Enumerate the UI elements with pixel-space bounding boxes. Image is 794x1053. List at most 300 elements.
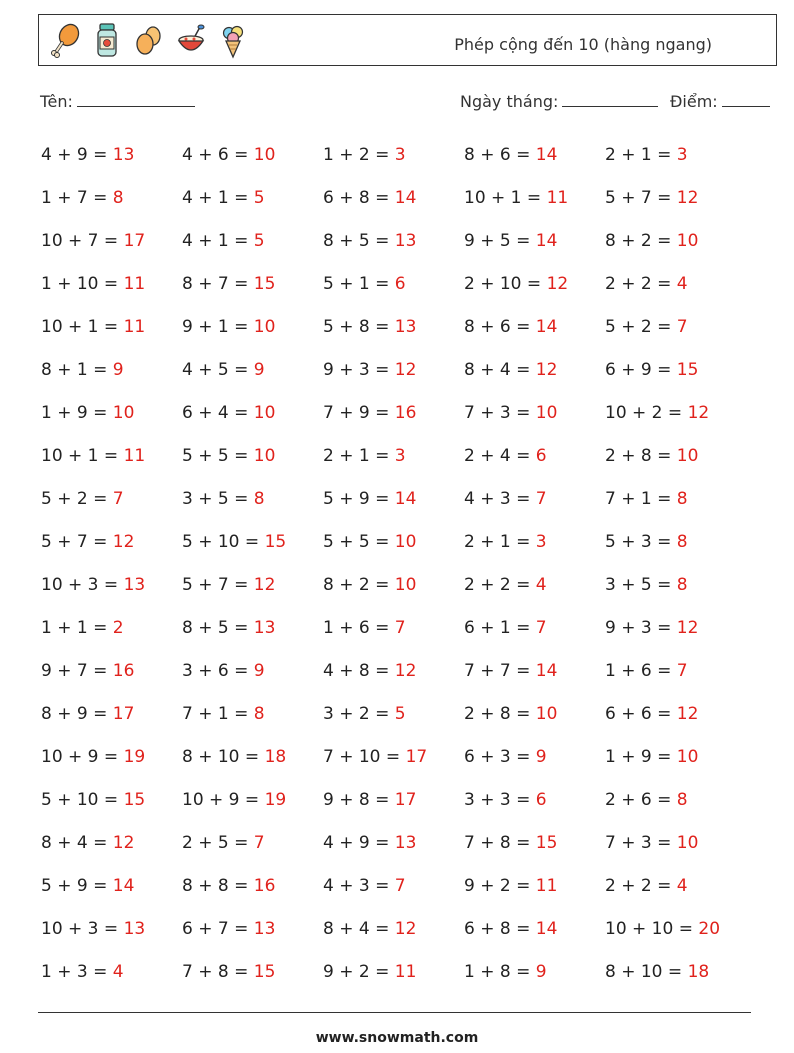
problem-item [41, 306, 182, 349]
problem-answer: 7 [112, 489, 124, 509]
problem-item [323, 865, 464, 908]
problem-question: 6 + 3 = [464, 747, 531, 767]
problem-answer: 16 [253, 876, 276, 896]
problem-question: 4 + 9 = [41, 145, 108, 165]
problem-question: 7 + 8 = [464, 833, 531, 853]
problem-answer: 12 [394, 360, 417, 380]
problem-item [41, 478, 182, 521]
problem-answer: 5 [253, 188, 265, 208]
problem-item [464, 779, 605, 822]
problem-answer: 12 [394, 919, 417, 939]
name-field [40, 92, 195, 111]
problem-question: 1 + 6 = [605, 661, 672, 681]
problem-question: 2 + 6 = [605, 790, 672, 810]
problem-item [323, 908, 464, 951]
problem-question: 9 + 2 = [464, 876, 531, 896]
problem-item [41, 564, 182, 607]
problem-question: 8 + 5 = [323, 231, 390, 251]
problem-answer: 11 [394, 962, 417, 982]
problem-item [464, 220, 605, 263]
problem-item [464, 349, 605, 392]
problem-item [182, 736, 323, 779]
problem-question: 1 + 1 = [41, 618, 108, 638]
problem-item [464, 951, 605, 994]
problem-question: 6 + 9 = [605, 360, 672, 380]
problem-question: 2 + 8 = [464, 704, 531, 724]
problem-item [323, 736, 464, 779]
problem-question: 3 + 6 = [182, 661, 249, 681]
problem-answer: 13 [123, 919, 146, 939]
problem-item [605, 521, 746, 564]
problem-answer: 8 [253, 489, 265, 509]
problem-item [464, 521, 605, 564]
problem-question: 4 + 5 = [182, 360, 249, 380]
problem-question: 5 + 5 = [323, 532, 390, 552]
problem-item [605, 951, 746, 994]
problem-item [323, 177, 464, 220]
problem-question: 8 + 8 = [182, 876, 249, 896]
problem-answer: 3 [676, 145, 688, 165]
problem-question: 1 + 10 = [41, 274, 119, 294]
problem-item [182, 779, 323, 822]
problem-question: 5 + 7 = [605, 188, 672, 208]
problem-item [605, 822, 746, 865]
problem-answer: 19 [123, 747, 146, 767]
problem-answer: 10 [676, 747, 699, 767]
problem-answer: 12 [112, 833, 135, 853]
problem-question: 9 + 2 = [323, 962, 390, 982]
problem-item [41, 908, 182, 951]
problem-question: 5 + 9 = [41, 876, 108, 896]
problem-item [323, 392, 464, 435]
problem-answer: 14 [535, 145, 558, 165]
problem-answer: 8 [676, 489, 688, 509]
problem-answer: 12 [676, 618, 699, 638]
problem-item [41, 736, 182, 779]
problem-question: 8 + 7 = [182, 274, 249, 294]
problem-item [464, 134, 605, 177]
problem-item [182, 693, 323, 736]
problem-question: 9 + 3 = [605, 618, 672, 638]
problem-item [41, 693, 182, 736]
problem-question: 4 + 1 = [182, 188, 249, 208]
problem-question: 2 + 5 = [182, 833, 249, 853]
problem-answer: 10 [535, 704, 558, 724]
problem-question: 5 + 2 = [41, 489, 108, 509]
problem-answer: 15 [123, 790, 146, 810]
problem-answer: 12 [687, 403, 710, 423]
problem-item [464, 392, 605, 435]
problem-answer: 7 [535, 489, 547, 509]
problem-question: 8 + 4 = [41, 833, 108, 853]
problem-question: 1 + 8 = [464, 962, 531, 982]
problem-answer: 10 [676, 833, 699, 853]
problem-question: 6 + 6 = [605, 704, 672, 724]
problem-question: 5 + 2 = [605, 317, 672, 337]
problem-question: 3 + 5 = [182, 489, 249, 509]
problem-answer: 20 [698, 919, 721, 939]
problem-item [182, 822, 323, 865]
problem-answer: 3 [394, 145, 406, 165]
problem-question: 8 + 6 = [464, 145, 531, 165]
problem-answer: 6 [394, 274, 406, 294]
problem-item [41, 607, 182, 650]
problem-answer: 14 [535, 231, 558, 251]
problem-answer: 7 [253, 833, 265, 853]
problem-item [323, 951, 464, 994]
problem-question: 5 + 7 = [182, 575, 249, 595]
problem-answer: 10 [676, 231, 699, 251]
problem-item [182, 435, 323, 478]
problem-question: 9 + 8 = [323, 790, 390, 810]
problem-answer: 10 [253, 403, 276, 423]
problem-item [464, 177, 605, 220]
problem-item [41, 177, 182, 220]
eggs-icon [133, 21, 165, 59]
problem-answer: 13 [394, 231, 417, 251]
problem-question: 10 + 7 = [41, 231, 119, 251]
date-label: Ngày tháng: [460, 92, 559, 111]
problem-question: 6 + 4 = [182, 403, 249, 423]
problem-grid [41, 134, 751, 994]
problem-answer: 10 [253, 317, 276, 337]
problem-answer: 7 [394, 876, 406, 896]
problem-answer: 12 [546, 274, 569, 294]
problem-answer: 10 [676, 446, 699, 466]
problem-item [182, 134, 323, 177]
problem-question: 7 + 3 = [464, 403, 531, 423]
problem-answer: 8 [253, 704, 265, 724]
problem-question: 10 + 3 = [41, 919, 119, 939]
problem-answer: 19 [264, 790, 287, 810]
date-blank-line [562, 92, 658, 107]
problem-item [41, 865, 182, 908]
problem-answer: 12 [112, 532, 135, 552]
problem-question: 7 + 9 = [323, 403, 390, 423]
score-field [670, 92, 770, 111]
problem-answer: 16 [394, 403, 417, 423]
problem-question: 5 + 3 = [605, 532, 672, 552]
problem-item [182, 564, 323, 607]
problem-question: 2 + 2 = [605, 274, 672, 294]
problem-answer: 11 [123, 317, 146, 337]
problem-answer: 13 [253, 618, 276, 638]
problem-answer: 2 [112, 618, 124, 638]
problem-item [182, 478, 323, 521]
problem-item [323, 306, 464, 349]
problem-item [182, 349, 323, 392]
problem-question: 10 + 2 = [605, 403, 683, 423]
problem-item [182, 908, 323, 951]
problem-answer: 18 [687, 962, 710, 982]
problem-answer: 17 [112, 704, 135, 724]
problem-question: 2 + 1 = [323, 446, 390, 466]
problem-question: 1 + 9 = [605, 747, 672, 767]
problem-answer: 12 [535, 360, 558, 380]
problem-question: 4 + 6 = [182, 145, 249, 165]
problem-question: 8 + 2 = [323, 575, 390, 595]
problem-item [605, 779, 746, 822]
problem-question: 8 + 9 = [41, 704, 108, 724]
problem-item [323, 220, 464, 263]
problem-question: 6 + 1 = [464, 618, 531, 638]
problem-item [182, 220, 323, 263]
problem-answer: 4 [676, 274, 688, 294]
problem-answer: 3 [535, 532, 547, 552]
problem-item [464, 478, 605, 521]
problem-question: 1 + 9 = [41, 403, 108, 423]
problem-answer: 14 [394, 489, 417, 509]
problem-answer: 17 [123, 231, 146, 251]
problem-question: 5 + 8 = [323, 317, 390, 337]
problem-item [323, 478, 464, 521]
problem-answer: 8 [676, 575, 688, 595]
problem-question: 4 + 3 = [464, 489, 531, 509]
problem-answer: 10 [535, 403, 558, 423]
problem-item [605, 306, 746, 349]
problem-answer: 12 [394, 661, 417, 681]
header-box [38, 14, 777, 66]
problem-answer: 8 [676, 532, 688, 552]
problem-item [41, 435, 182, 478]
problem-item [323, 134, 464, 177]
problem-answer: 12 [253, 575, 276, 595]
problem-item [182, 607, 323, 650]
problem-answer: 13 [112, 145, 135, 165]
problem-answer: 14 [394, 188, 417, 208]
problem-answer: 12 [676, 188, 699, 208]
problem-answer: 11 [546, 188, 569, 208]
problem-item [605, 693, 746, 736]
problem-item [41, 650, 182, 693]
problem-item [464, 306, 605, 349]
problem-question: 8 + 4 = [464, 360, 531, 380]
problem-question: 9 + 7 = [41, 661, 108, 681]
problem-item [605, 392, 746, 435]
problem-item [605, 177, 746, 220]
problem-question: 8 + 6 = [464, 317, 531, 337]
problem-item [41, 263, 182, 306]
problem-item [464, 263, 605, 306]
problem-item [464, 564, 605, 607]
problem-item [464, 693, 605, 736]
problem-item [605, 349, 746, 392]
problem-item [605, 435, 746, 478]
problem-question: 9 + 5 = [464, 231, 531, 251]
problem-question: 4 + 1 = [182, 231, 249, 251]
problem-question: 5 + 5 = [182, 446, 249, 466]
problem-answer: 12 [676, 704, 699, 724]
problem-question: 1 + 7 = [41, 188, 108, 208]
problem-question: 7 + 1 = [605, 489, 672, 509]
chicken-leg-icon [49, 21, 81, 59]
problem-question: 10 + 1 = [41, 317, 119, 337]
problem-answer: 7 [394, 618, 406, 638]
problem-answer: 13 [394, 833, 417, 853]
problem-item [605, 263, 746, 306]
problem-question: 2 + 8 = [605, 446, 672, 466]
problem-answer: 10 [253, 145, 276, 165]
rice-bowl-icon [175, 21, 207, 59]
problem-answer: 7 [676, 661, 688, 681]
problem-item [323, 822, 464, 865]
problem-answer: 5 [394, 704, 406, 724]
worksheet-title: Phép cộng đến 10 (hàng ngang) [454, 35, 712, 54]
problem-question: 6 + 8 = [323, 188, 390, 208]
problem-answer: 14 [535, 317, 558, 337]
name-label: Tên: [40, 92, 73, 111]
problem-answer: 8 [676, 790, 688, 810]
problem-answer: 15 [253, 274, 276, 294]
problem-item [41, 521, 182, 564]
problem-item [182, 306, 323, 349]
problem-answer: 6 [535, 790, 547, 810]
problem-answer: 7 [676, 317, 688, 337]
problem-item [41, 220, 182, 263]
problem-question: 10 + 10 = [605, 919, 693, 939]
problem-answer: 17 [405, 747, 428, 767]
problem-question: 10 + 1 = [41, 446, 119, 466]
problem-question: 4 + 8 = [323, 661, 390, 681]
score-blank-line [722, 92, 770, 107]
problem-item [323, 263, 464, 306]
problem-answer: 14 [535, 661, 558, 681]
footer-website: www.snowmath.com [315, 1030, 479, 1046]
problem-answer: 4 [676, 876, 688, 896]
problem-item [605, 220, 746, 263]
problem-answer: 6 [535, 446, 547, 466]
problem-item [605, 865, 746, 908]
problem-question: 5 + 9 = [323, 489, 390, 509]
problem-answer: 15 [264, 532, 287, 552]
problem-item [605, 134, 746, 177]
problem-item [464, 736, 605, 779]
problem-question: 10 + 3 = [41, 575, 119, 595]
problem-question: 7 + 1 = [182, 704, 249, 724]
problem-question: 10 + 9 = [182, 790, 260, 810]
problem-item [605, 736, 746, 779]
problem-item [605, 908, 746, 951]
problem-answer: 4 [112, 962, 124, 982]
problem-question: 1 + 2 = [323, 145, 390, 165]
problem-item [323, 779, 464, 822]
problem-question: 10 + 1 = [464, 188, 542, 208]
problem-item [182, 177, 323, 220]
footer-divider [38, 1012, 751, 1013]
problem-item [605, 607, 746, 650]
score-label: Điểm: [670, 92, 718, 111]
problem-item [464, 650, 605, 693]
problem-question: 2 + 1 = [464, 532, 531, 552]
problem-answer: 11 [535, 876, 558, 896]
problem-answer: 11 [123, 446, 146, 466]
problem-item [182, 263, 323, 306]
problem-item [182, 951, 323, 994]
problem-answer: 15 [253, 962, 276, 982]
problem-item [605, 650, 746, 693]
problem-question: 5 + 10 = [41, 790, 119, 810]
header-icons [49, 21, 249, 61]
problem-answer: 4 [535, 575, 547, 595]
problem-item [182, 521, 323, 564]
problem-answer: 9 [112, 360, 124, 380]
problem-answer: 15 [535, 833, 558, 853]
problem-answer: 9 [253, 661, 265, 681]
problem-question: 2 + 4 = [464, 446, 531, 466]
problem-question: 3 + 2 = [323, 704, 390, 724]
name-blank-line [77, 92, 195, 107]
problem-answer: 13 [253, 919, 276, 939]
problem-question: 4 + 9 = [323, 833, 390, 853]
problem-question: 5 + 7 = [41, 532, 108, 552]
problem-question: 5 + 1 = [323, 274, 390, 294]
problem-item [323, 521, 464, 564]
ice-cream-icon [217, 21, 249, 59]
problem-answer: 10 [253, 446, 276, 466]
problem-question: 8 + 10 = [182, 747, 260, 767]
problem-item [464, 865, 605, 908]
problem-answer: 18 [264, 747, 287, 767]
problem-item [464, 435, 605, 478]
problem-answer: 8 [112, 188, 124, 208]
problem-question: 8 + 10 = [605, 962, 683, 982]
problem-question: 7 + 8 = [182, 962, 249, 982]
problem-question: 7 + 10 = [323, 747, 401, 767]
problem-answer: 14 [535, 919, 558, 939]
problem-question: 6 + 8 = [464, 919, 531, 939]
problem-question: 8 + 2 = [605, 231, 672, 251]
problem-answer: 13 [123, 575, 146, 595]
problem-item [41, 392, 182, 435]
problem-item [323, 435, 464, 478]
problem-question: 8 + 1 = [41, 360, 108, 380]
problem-answer: 5 [253, 231, 265, 251]
problem-item [323, 564, 464, 607]
problem-question: 7 + 3 = [605, 833, 672, 853]
problem-item [323, 349, 464, 392]
problem-answer: 15 [676, 360, 699, 380]
problem-item [323, 607, 464, 650]
problem-item [323, 650, 464, 693]
problem-answer: 13 [394, 317, 417, 337]
problem-item [41, 822, 182, 865]
problem-question: 8 + 4 = [323, 919, 390, 939]
jam-jar-icon [91, 21, 123, 59]
problem-question: 10 + 9 = [41, 747, 119, 767]
problem-answer: 16 [112, 661, 135, 681]
problem-answer: 10 [394, 575, 417, 595]
problem-question: 1 + 3 = [41, 962, 108, 982]
problem-question: 7 + 7 = [464, 661, 531, 681]
problem-question: 3 + 3 = [464, 790, 531, 810]
problem-item [605, 564, 746, 607]
problem-item [323, 693, 464, 736]
problem-item [464, 908, 605, 951]
problem-question: 2 + 2 = [464, 575, 531, 595]
problem-item [464, 607, 605, 650]
problem-item [182, 865, 323, 908]
problem-answer: 9 [535, 962, 547, 982]
problem-item [41, 951, 182, 994]
problem-item [605, 478, 746, 521]
problem-answer: 10 [394, 532, 417, 552]
problem-item [41, 134, 182, 177]
problem-answer: 10 [112, 403, 135, 423]
problem-question: 8 + 5 = [182, 618, 249, 638]
problem-question: 9 + 1 = [182, 317, 249, 337]
problem-answer: 3 [394, 446, 406, 466]
problem-answer: 17 [394, 790, 417, 810]
